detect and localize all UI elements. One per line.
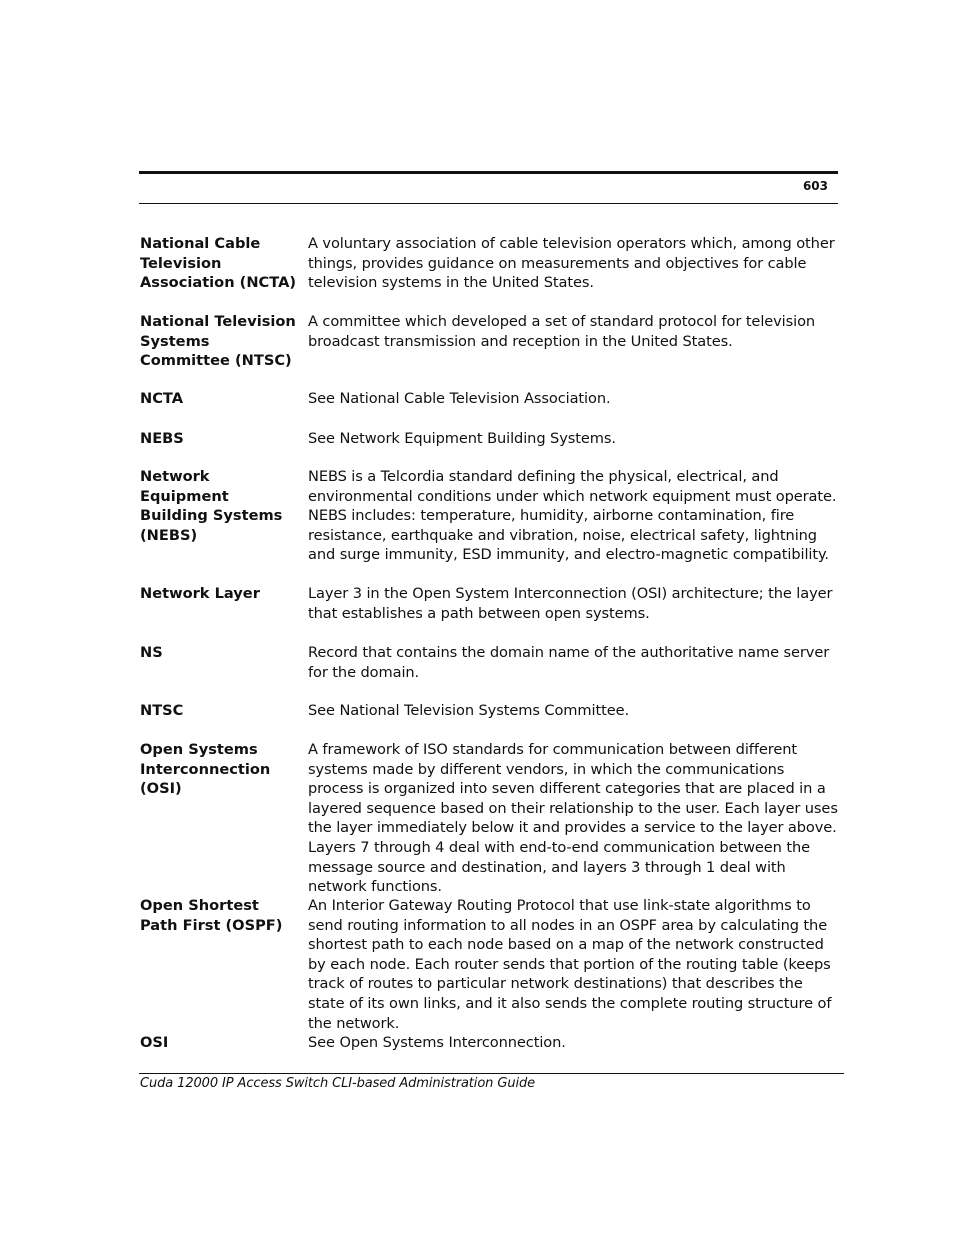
glossary-term: NEBS [140,430,184,447]
glossary-term: NCTA [140,390,184,407]
glossary-term: Network Equipment Building Systems (NEBS) [140,468,283,544]
glossary-definition: An Interior Gateway Routing Protocol that use link-state algorithms to send routing information to all nodes in an OSPF area by calculating the shortest path to each node based on a map of the network constructed by each node. Each router sends that portion of the routing table (keeps track of routes to particular network destinations) that describes the state of its own links, and it also sends the complete routing structure of the network. [308,897,832,1032]
glossary-term: NTSC [140,702,184,719]
header-rule [139,171,838,174]
glossary-term: Open Systems Interconnection (OSI) [140,741,271,798]
glossary-term: Open Shortest Path First (OSPF) [140,897,283,934]
glossary-term: Network Layer [140,585,260,602]
glossary-definition: NEBS is a Telcordia standard defining the physical, electrical, and environmental conditions under which network equipment must operate. NEBS includes: temperature, humidity, airborne contamination, fire resistance, earthquake and vibration, noise, electrical safety, lightning and surge immunity, ESD immunity, and electro-magnetic compatibility. [308,468,837,564]
glossary-definition: A committee which developed a set of standard protocol for television broadcast transmission and reception in the United States. [308,313,816,350]
glossary-definition: See Open Systems Interconnection. [308,1034,566,1051]
glossary-term: National Cable Television Association (NCTA) [140,235,297,292]
glossary-term: National Television Systems Committee (NTSC) [140,313,296,370]
glossary-definition: Layer 3 in the Open System Interconnection (OSI) architecture; the layer that establishes a path between open systems. [308,585,833,622]
glossary-definition: A framework of ISO standards for communication between different systems made by different vendors, in which the communications process is organized into seven different categories that are placed in a layered sequence based on their relationship to the user. Each layer uses the layer immediately below it and provides a service to the layer above. Layers 7 through 4 deal with end-to-end communication between the message source and destination, and layers 3 through 1 deal with network functions. [308,741,838,896]
glossary-term: OSI [140,1034,169,1051]
glossary-definition: See Network Equipment Building Systems. [308,430,616,447]
glossary-definition: A voluntary association of cable television operators which, among other things, provides guidance on measurements and objectives for cable television systems in the United States. [308,235,835,292]
header-divider [139,203,838,204]
page-number: 603 [802,179,828,193]
glossary-definition: See National Cable Television Association. [308,390,611,407]
footer-rule [139,1073,844,1074]
glossary-term: NS [140,644,163,661]
footer-title: Cuda 12000 IP Access Switch CLI-based Administration Guide [140,1076,536,1091]
glossary-definition: See National Television Systems Committee. [308,702,630,719]
glossary-definition: Record that contains the domain name of the authoritative name server for the domain. [308,644,830,681]
